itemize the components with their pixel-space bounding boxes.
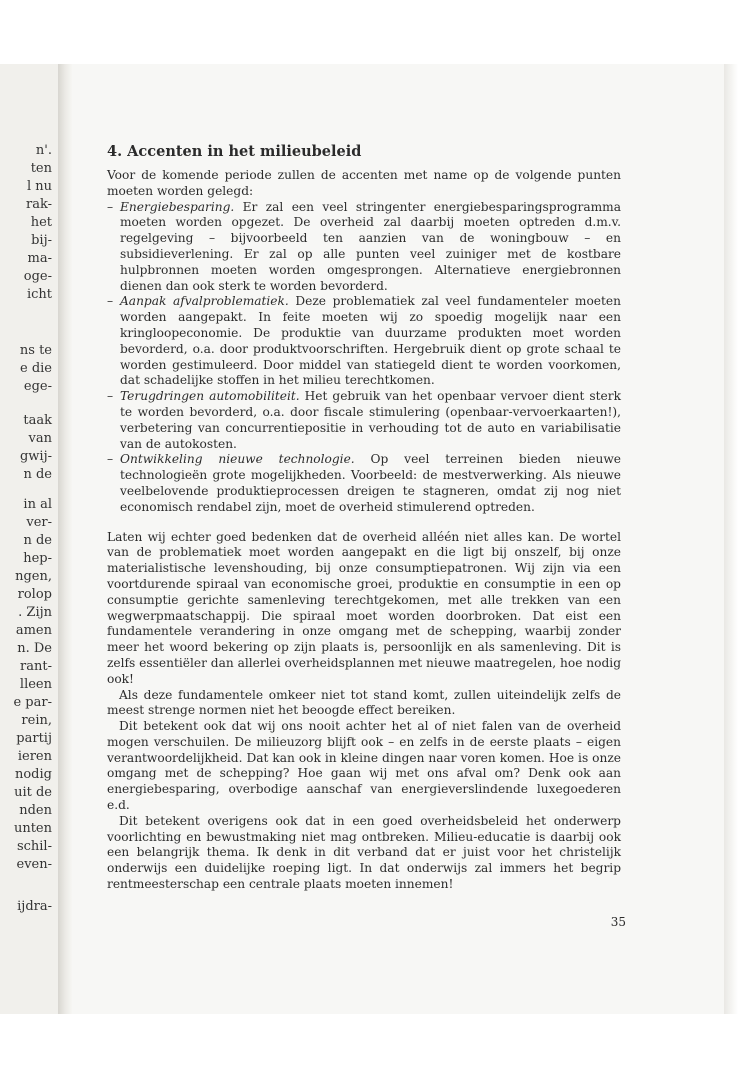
item-text: Het gebruik van het openbaar vervoer dient sterk te worden bevorderd, o.a. door fiscale stimulering (openbaar-vervoerkaarten!), verbetering van concurrentiepositie in verhouding tot de auto en variabilisatie van de autokosten. — [120, 389, 621, 451]
item-text: Op veel terreinen bieden nieuwe technologieën grote mogelijkheden. Voorbeeld: de mestverwerking. Als nieuwe veelbelovende produktieprocessen dreigen te stagneren, omdat zij nog niet economisch rendabel zijn, moet de overheid stimulerend optreden. — [120, 452, 621, 514]
body-paragraph: Dit betekent overigens ook dat in een goed overheidsbeleid het onderwerp voorlichting en bewustmaking niet mag ontbreken. Milieu-educatie is daarbij ook een belangrijk thema. Ik denk in dit verband dat er juist voor het christelijk onderwijs een duidelijke roeping ligt. In dat onderwijs zal immers het begrip rentmeesterschap een centrale plaats moeten innemen! — [107, 813, 621, 892]
dash-marker: – — [107, 199, 114, 214]
left-fragment: in al — [23, 497, 52, 512]
dash-marker: – — [107, 294, 114, 309]
left-fragment: ten — [30, 161, 52, 176]
left-fragment: unten — [13, 821, 52, 836]
page-content — [107, 142, 621, 893]
left-fragment: nden — [19, 803, 52, 818]
list-item — [107, 294, 621, 389]
left-fragment: schil- — [16, 839, 52, 854]
item-text: Er zal een veel stringenter energiebesparingsprogramma moeten worden opgezet. De overheid zal daarbij moeten optreden d.m.v. regelgeving – bijvoorbeeld ten aanzien van de woningbouw – en subsidieverlening. Er zal op alle punten veel zuiniger met de kostbare hulpbronnen moeten worden omgesprongen. Alternatieve energiebronnen dienen dan ook sterk te worden bevorderd. — [120, 199, 621, 293]
left-page-edge — [0, 64, 60, 1014]
left-fragment: e par- — [13, 695, 52, 710]
left-fragment: uit de — [14, 785, 52, 800]
left-fragment: oge- — [23, 269, 52, 284]
body-paragraph: Laten wij echter goed bedenken dat de overheid alléén niet alles kan. De wortel van de problematiek moet worden aangepakt en die ligt bij onszelf, bij onze materialistische levenshouding, bij onze consumptiepatronen. Wij zijn via een voortdurende spiraal van economische groei, produktie en consumptie in een op consumptie gerichte samenleving terechtgekomen, met alle trekken van een wegwerpmaatschappij. Die spiraal moet worden doorbroken. Dat eist een fundamentele verandering in onze omgang met de schepping, waarbij zonder meer het woord bekering op zijn plaats is, persoonlijk en als samenleving. Dit is zelfs essentiëler dan allerlei overheidsplannen met nieuwe maatregelen, hoe nodig ook! — [107, 529, 621, 686]
item-title: Terugdringen automobiliteit. — [120, 389, 300, 404]
body-paragraph: Als deze fundamentele omkeer niet tot stand komt, zullen uiteindelijk zelfs de meest strenge normen niet het beoogde effect bereiken. — [107, 687, 621, 718]
left-fragment: e die — [20, 361, 52, 376]
left-fragment: n'. — [35, 143, 52, 158]
book-gutter — [58, 64, 72, 1014]
dash-marker: – — [107, 452, 114, 467]
left-fragment: ngen, — [15, 569, 52, 584]
left-fragment: van — [28, 431, 52, 446]
item-title: Energiebesparing. — [120, 199, 235, 214]
left-fragment: . Zijn — [18, 605, 52, 620]
list-item — [107, 452, 621, 515]
list-item — [107, 200, 621, 295]
item-title: Ontwikkeling nieuwe technologie. — [120, 452, 355, 467]
left-fragment: hep- — [23, 551, 52, 566]
left-fragment: ieren — [17, 749, 52, 764]
left-fragment: het — [30, 215, 52, 230]
body-paragraph: Dit betekent ook dat wij ons nooit achter het al of niet falen van de overheid mogen verschuilen. De milieuzorg blijft ook – en zelfs in de eerste plaats – eigen verantwoordelijkheid. Dat kan ook in kleine dingen naar voren komen. Hoe is onze omgang met de schepping? Hoe gaan wij met ons afval om? Denk ook aan energiebesparing, overbodige aanschaf van energieverslindende luxegoederen e.d. — [107, 719, 621, 813]
left-fragment: rak- — [25, 197, 52, 212]
intro-paragraph: Voor de komende periode zullen de accenten met name op de volgende punten moeten worden gelegd: — [107, 168, 621, 198]
left-fragment: amen — [15, 623, 52, 638]
page-number: 35 — [610, 915, 626, 929]
body-text — [107, 530, 621, 893]
left-fragment: rein, — [21, 713, 52, 728]
left-fragment: n. De — [17, 641, 52, 656]
left-fragment: ma- — [27, 251, 52, 266]
left-fragment: partij — [16, 731, 52, 746]
list-item — [107, 389, 621, 452]
left-fragment: nodig — [14, 767, 52, 782]
item-text: Deze problematiek zal veel fundamenteler moeten worden aangepakt. In feite moeten wij zo spoedig mogelijk naar een kringloopeconomie. De produktie van duurzame produkten moet worden bevorderd, o.a. door produktvoorschriften. Hergebruik dient op grote schaal te worden gestimuleerd. Door middel van statiegeld dient te worden voorkomen, dat schadelijke stoffen in het milieu terechtkomen. — [120, 294, 621, 388]
left-fragment: icht — [26, 287, 52, 302]
left-fragment: ege- — [23, 379, 52, 394]
item-title: Aanpak afvalproblematiek. — [120, 294, 289, 309]
left-fragment: gwij- — [19, 449, 52, 464]
left-fragment: ver- — [26, 515, 52, 530]
dash-marker: – — [107, 389, 114, 404]
left-fragment: taak — [23, 413, 52, 428]
left-fragment: rolop — [17, 587, 52, 602]
left-fragment: bij- — [31, 233, 52, 248]
left-fragment: l nu — [26, 179, 52, 194]
left-fragment: ns te — [19, 343, 52, 358]
left-fragment: lleen — [19, 677, 52, 692]
accent-list — [107, 200, 621, 516]
left-fragment: n de — [23, 467, 52, 482]
left-fragment: even- — [16, 857, 52, 872]
left-fragment: ijdra- — [17, 899, 52, 914]
left-fragment: n de — [23, 533, 52, 548]
section-heading: 4. Accenten in het milieubeleid — [107, 143, 362, 160]
page-edge — [724, 64, 738, 1014]
left-fragment: rant- — [20, 659, 52, 674]
